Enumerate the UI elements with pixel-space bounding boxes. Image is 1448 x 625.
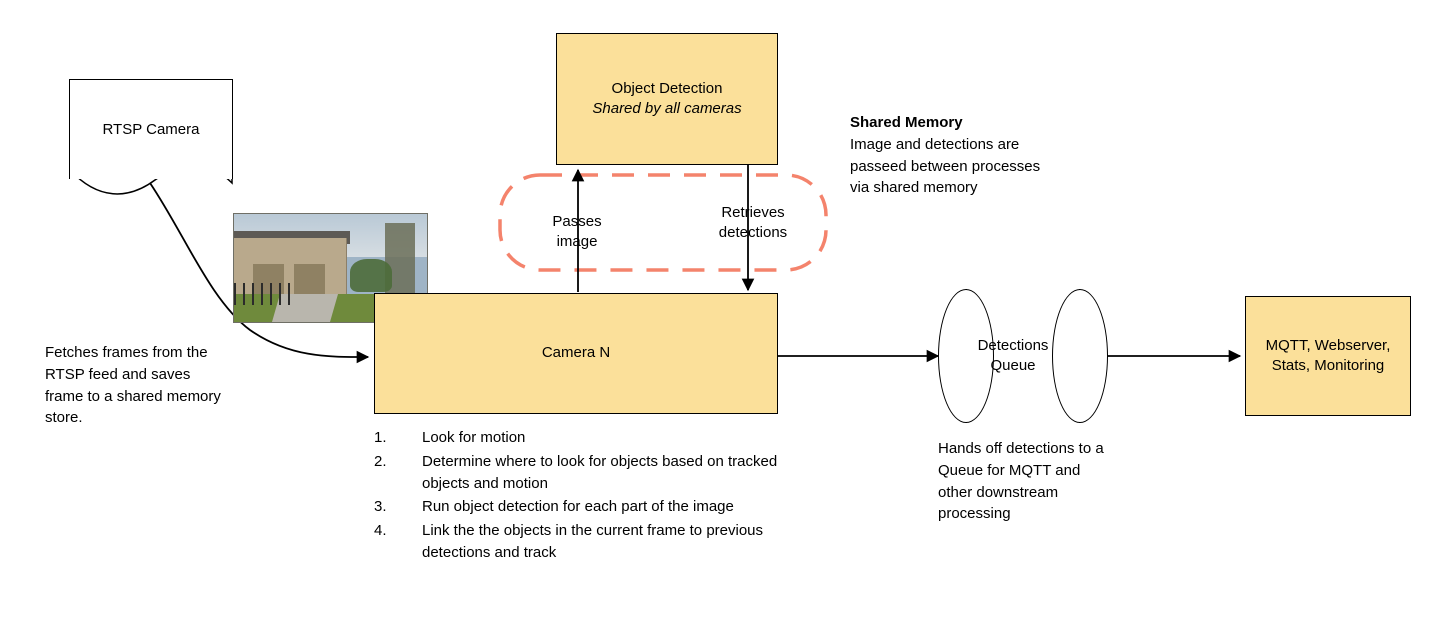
fetch-frames-text: Fetches frames from the RTSP feed and saves frame to a shared memory store. [45, 344, 221, 427]
thumbnail-bushes [350, 259, 392, 291]
object-detection-title: Object Detection [611, 79, 723, 97]
shared-memory-title: Shared Memory [850, 114, 963, 131]
camera-n-label: Camera N [541, 344, 611, 362]
step-text: Determine where to look for objects based on tracked objects and motion [422, 452, 778, 492]
rtsp-camera-label: RTSP Camera [102, 120, 200, 138]
node-detections-queue [938, 289, 1108, 423]
node-consumers [1245, 296, 1411, 416]
passes-image-line2: image [556, 232, 598, 250]
detections-queue-label [948, 336, 1078, 375]
list-item [374, 451, 794, 495]
node-object-detection [556, 33, 778, 165]
edge-label-passes-image [522, 212, 632, 251]
shared-memory-body: Image and detections are passeed between processes via shared memory [850, 135, 1041, 197]
queue-handoff-text: Hands off detections to a Queue for MQTT and other downstream processing [938, 440, 1104, 523]
annotation-queue-handoff [938, 438, 1118, 525]
retrieves-detections-line1: Retrieves [721, 204, 785, 221]
annotation-shared-memory [850, 112, 1060, 199]
step-number: 4. [374, 522, 387, 539]
edge-label-retrieves-detections [693, 203, 813, 242]
camera-steps-list [374, 427, 794, 566]
consumers-line1: MQTT, Webserver, [1265, 336, 1391, 354]
retrieves-detections-line2: detections [718, 223, 788, 241]
node-camera-n [374, 293, 778, 414]
annotation-fetch-frames [45, 342, 221, 429]
step-text: Look for motion [422, 429, 526, 446]
thumbnail-fence [234, 283, 292, 305]
list-item [374, 496, 794, 518]
object-detection-subtitle: Shared by all cameras [592, 100, 742, 117]
step-text: Link the the objects in the current frame to previous detections and track [422, 522, 764, 561]
step-number: 1. [374, 429, 387, 446]
step-number: 3. [374, 498, 387, 516]
detections-queue-line1: Detections [977, 337, 1049, 354]
node-rtsp-camera [69, 79, 233, 179]
step-text: Run object detection for each part of the image [422, 498, 734, 516]
list-item [374, 520, 794, 564]
list-item [374, 427, 794, 449]
consumers-line2: Stats, Monitoring [1271, 357, 1385, 374]
step-number: 2. [374, 452, 387, 470]
detections-queue-line2: Queue [990, 356, 1036, 374]
passes-image-line1: Passes [552, 213, 602, 230]
